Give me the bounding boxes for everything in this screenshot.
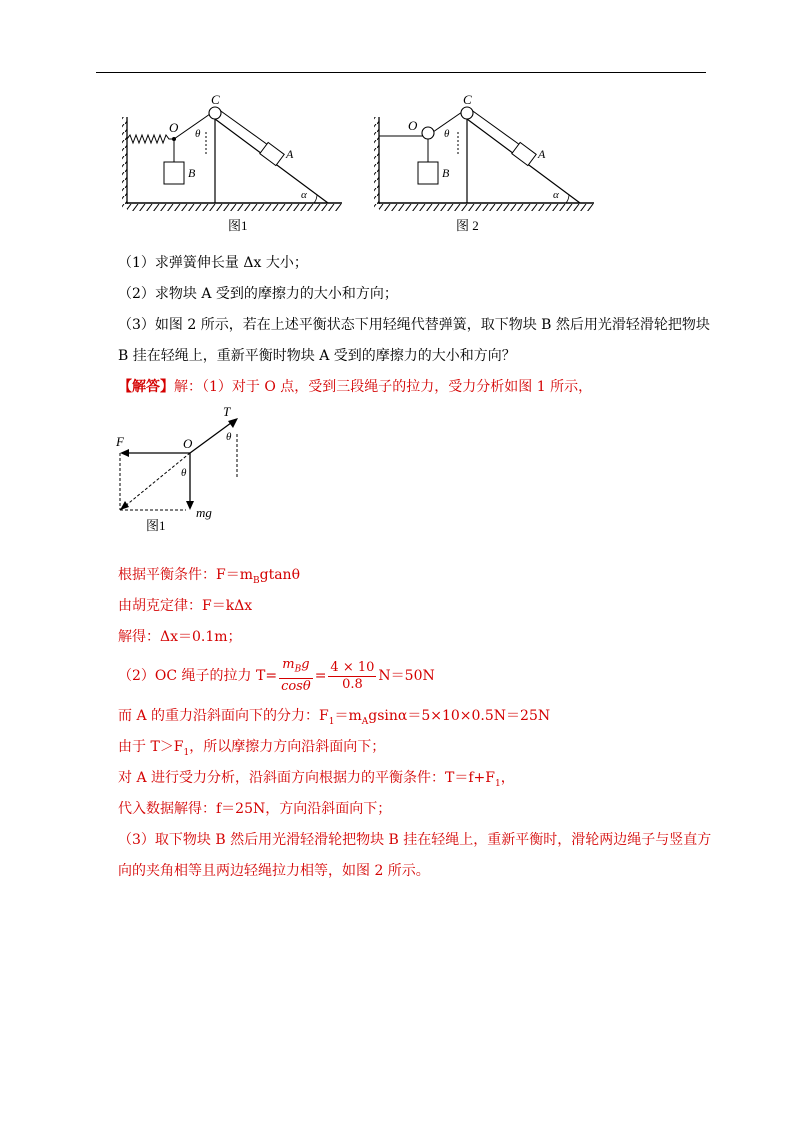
- text: N＝50N: [378, 668, 435, 684]
- spring: [127, 135, 174, 143]
- question-2: （2）求物块 A 受到的摩擦力的大小和方向；: [118, 286, 398, 302]
- header-rule: [96, 72, 706, 73]
- force-f-arrowhead: [120, 449, 129, 457]
- subscript: 1: [328, 716, 335, 727]
- label-mg: mg: [196, 505, 212, 520]
- alpha-arc: [566, 195, 569, 203]
- text: 而 A 的重力沿斜面向下的分力：F: [118, 708, 329, 724]
- label-b: B: [188, 166, 196, 180]
- solution-line-3: 解得：Δx＝0.1m；: [118, 629, 242, 645]
- pulley-c: [461, 107, 473, 119]
- label-t: T: [223, 404, 231, 419]
- block-a: [512, 142, 536, 165]
- text: ，: [500, 770, 515, 786]
- block-b: [164, 162, 184, 184]
- text: 对 A 进行受力分析，沿斜面方向根据力的平衡条件：T＝f+F: [118, 770, 495, 786]
- text: m: [282, 657, 295, 673]
- label-a: A: [538, 147, 546, 161]
- text: gsinα＝5×10×0.5N＝25N: [368, 708, 551, 724]
- text: g: [301, 657, 310, 673]
- ground: [379, 203, 594, 211]
- label-alpha: α: [553, 189, 559, 201]
- block-a: [260, 142, 284, 165]
- rope-oc: [174, 114, 210, 139]
- solution-line-4: [118, 656, 435, 696]
- label-o: O: [169, 120, 179, 135]
- solution-line-6: [118, 738, 385, 762]
- wall: [374, 117, 379, 209]
- label-b: B: [442, 166, 450, 180]
- subscript: A: [361, 716, 369, 727]
- text: ＝m: [334, 708, 362, 724]
- label-theta-mid: θ: [181, 467, 187, 479]
- figure-2: [370, 92, 602, 237]
- solution-line-8: 代入数据解得：f＝25N，方向沿斜面向下；: [118, 801, 392, 817]
- resultant-dashed: [124, 453, 190, 507]
- solution-line-10: 向的夹角相等且两边轻绳拉力相等，如图 2 所示。: [118, 863, 430, 879]
- label-o: O: [408, 118, 418, 133]
- text: （2）OC 绳子的拉力 T=: [118, 668, 278, 684]
- label-c: C: [463, 92, 472, 107]
- text: ，所以摩擦力方向沿斜面向下；: [189, 739, 386, 755]
- alpha-arc: [314, 195, 317, 203]
- force-diagram: [110, 400, 260, 538]
- solution-line-9: （3）取下物块 B 然后用光滑轻滑轮把物块 B 挂在轻绳上，重新平衡时，滑轮两边绳子与竖直方: [118, 832, 712, 848]
- question-3: （3）如图 2 所示，若在上述平衡状态下用轻绳代替弹簧，取下物块 B 然后用光滑轻滑轮把物块: [118, 317, 710, 333]
- solution-line-1: [118, 566, 300, 590]
- label-a: A: [286, 147, 294, 161]
- answer-tag: 【解答】: [118, 379, 174, 395]
- caption-fig1: 图1: [228, 218, 248, 233]
- caption-force-diagram: 图1: [146, 518, 166, 533]
- denominator: 0.8: [342, 676, 363, 692]
- question-3-cont: B 挂在轻绳上，重新平衡时物块 A 受到的摩擦力的大小和方向？: [118, 348, 516, 364]
- label-o: O: [183, 436, 193, 451]
- text: 根据平衡条件：F＝m: [118, 567, 253, 583]
- caption-fig2: 图 2: [456, 218, 479, 233]
- fraction-numeric: [328, 660, 376, 693]
- weight-mg-arrowhead: [186, 501, 194, 510]
- figure-1: [118, 92, 350, 237]
- resultant-arrowhead: [120, 501, 129, 510]
- fraction-mbg-over-cos: [279, 657, 313, 695]
- subscript: B: [253, 575, 260, 586]
- subscript: 1: [183, 747, 190, 758]
- question-1: （1）求弹簧伸长量 Δx 大小；: [118, 255, 308, 271]
- solution-line-7: [118, 769, 515, 793]
- label-theta: θ: [444, 128, 450, 140]
- subscript: B: [294, 664, 302, 675]
- text: =: [314, 668, 327, 684]
- text: gtanθ: [259, 567, 301, 583]
- label-f: F: [116, 434, 124, 449]
- label-theta: θ: [195, 128, 201, 140]
- pulley-o: [422, 127, 434, 139]
- solution-line-5: [118, 707, 550, 731]
- label-theta-top: θ: [226, 431, 232, 443]
- subscript: 1: [494, 778, 501, 789]
- solution-line-2: 由胡克定律：F＝kΔx: [118, 598, 253, 614]
- text: 由于 T＞F: [118, 739, 184, 755]
- label-alpha: α: [301, 189, 307, 201]
- ground: [127, 203, 342, 211]
- answer-intro: [118, 378, 592, 396]
- pulley-c: [209, 107, 221, 119]
- tension-t-arrowhead: [228, 418, 238, 428]
- block-b: [418, 162, 438, 184]
- denominator: cosθ: [281, 678, 311, 694]
- wall: [122, 117, 127, 209]
- label-c: C: [211, 92, 220, 107]
- answer-intro-text: 解：（1）对于 O 点，受到三段绳子的拉力，受力分析如图 1 所示，: [174, 379, 593, 395]
- numerator: 4 × 10: [330, 659, 375, 675]
